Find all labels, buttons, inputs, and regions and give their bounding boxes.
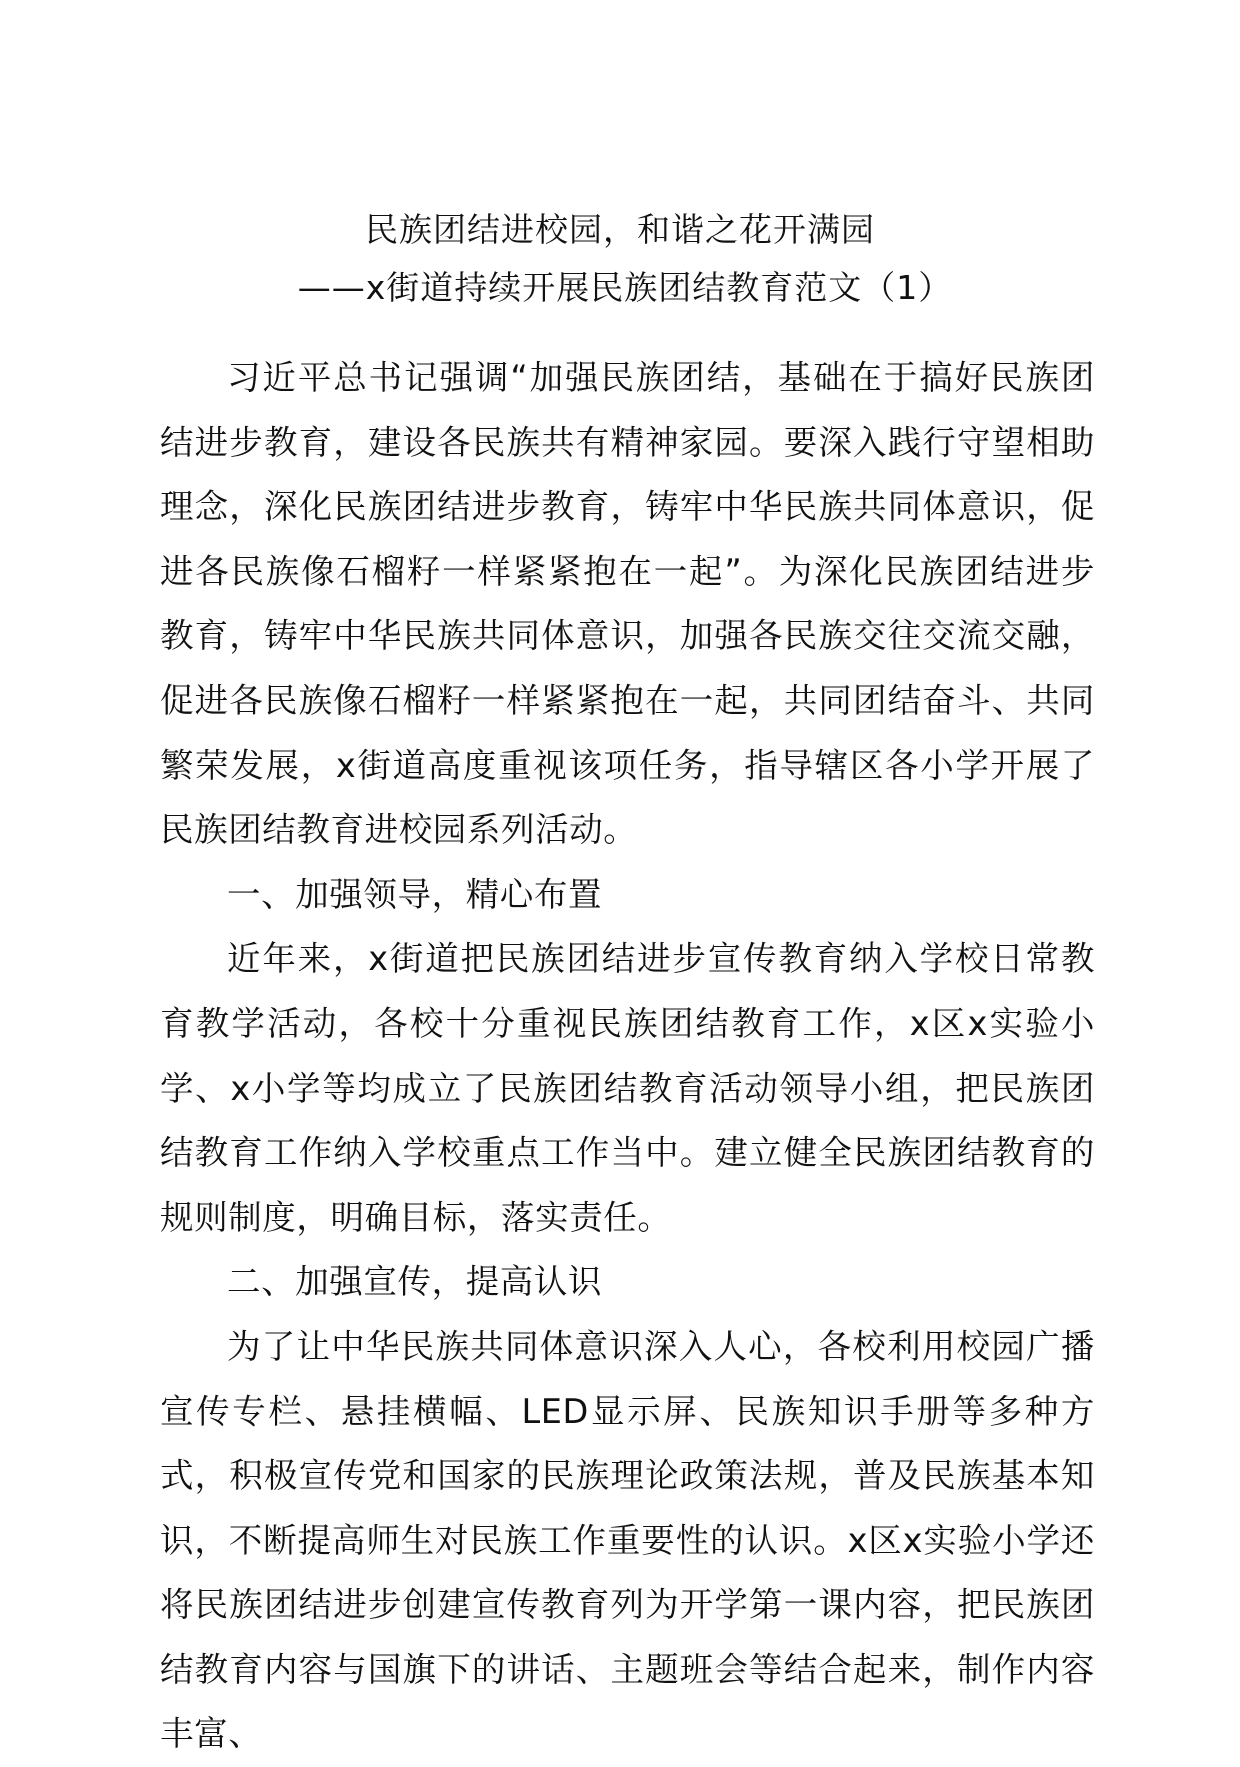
section-heading: 一、加强领导，精心布置 xyxy=(227,874,603,914)
paragraph: 习近平总书记强调“加强民族团结，基础在于搞好民族团结进步教育，建设各民族共有精神家园。要深入践行守望相助理念，深化民族团结进步教育，铸牢中华民族共同体意识，促进各民族像石榴籽一样紧紧抱在一起”。为深化民族团结进步教育，铸牢中华民族共同体意识，加强各民族交往交流交融，促进各民族像石榴籽一样紧紧抱在一起，共同团结奋斗、共同繁荣发展，x街道高度重视该项任务，指导辖区各小学开展了民族团结教育进校园系列活动。 xyxy=(160,358,1095,850)
paragraph: 为了让中华民族共同体意识深入人心，各校利用校园广播宣传专栏、悬挂横幅、LED显示屏、民族知识手册等多种方式，积极宣传党和国家的民族理论政策法规，普及民族基本知识，不断提高师生对民族工作重要性的认识。x区x实验小学还将民族团结进步创建宣传教育列为开学第一课内容，把民族团结教育内容与国旗下的讲话、主题班会等结合起来，制作内容丰富、 xyxy=(160,1326,1095,1754)
section-heading: 二、加强宣传，提高认识 xyxy=(227,1262,603,1302)
document-subtitle: ——x街道持续开展民族团结教育范文（1） xyxy=(297,268,953,307)
paragraph: 近年来，x街道把民族团结进步宣传教育纳入学校日常教育教学活动，各校十分重视民族团结教育工作，x区x实验小学、x小学等均成立了民族团结教育活动领导小组，把民族团结教育工作纳入学校重点工作当中。建立健全民族团结教育的规则制度，明确目标，落实责任。 xyxy=(160,939,1095,1237)
document-body xyxy=(160,346,1095,1767)
document-title: 民族团结进校园，和谐之花开满园 xyxy=(365,210,875,249)
